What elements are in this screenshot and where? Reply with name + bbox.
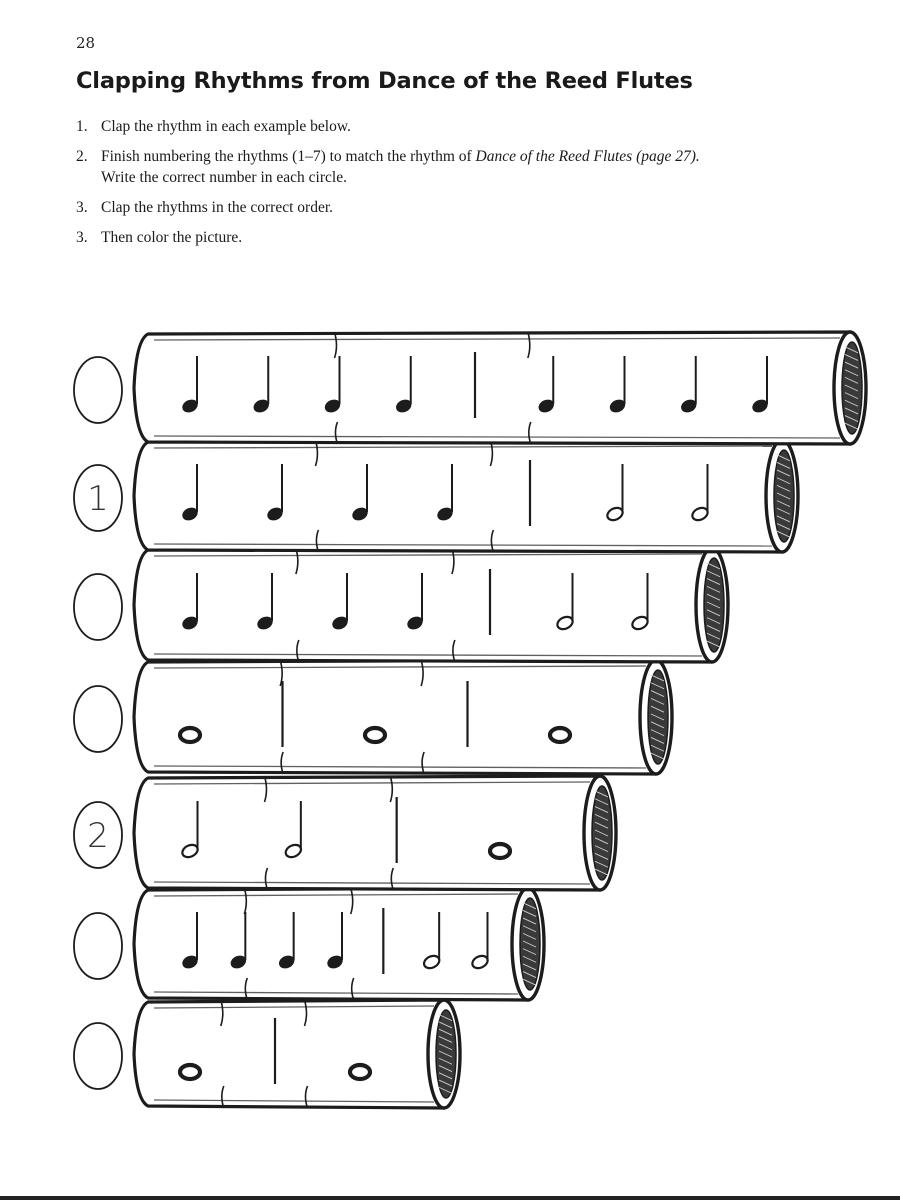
flute-tube xyxy=(134,776,600,890)
instruction-emphasis: Dance of the Reed Flutes (page 27) xyxy=(475,148,696,165)
answer-circle xyxy=(74,1023,122,1089)
whole-note xyxy=(180,728,200,742)
flute-row xyxy=(74,440,798,552)
answer-circle-number: 2 xyxy=(87,816,109,856)
instruction-number: 3. xyxy=(76,199,88,216)
instruction-text: Finish numbering the rhythms (1–7) to match the rhythm of xyxy=(101,148,476,165)
flute-row xyxy=(74,660,672,774)
instruction-number: 3. xyxy=(76,229,88,246)
instruction-after: . xyxy=(695,148,700,165)
answer-circle xyxy=(74,913,122,979)
answer-circle xyxy=(74,574,122,640)
flute-tube xyxy=(134,1000,444,1108)
flute-tube xyxy=(134,888,528,1000)
answer-circle-number: 1 xyxy=(87,479,109,519)
whole-note xyxy=(180,1065,200,1079)
instruction-text: Then color the picture. xyxy=(101,229,243,246)
page-title: Clapping Rhythms from Dance of the Reed Flutes xyxy=(76,68,693,94)
whole-note xyxy=(490,844,510,858)
flute-row xyxy=(74,776,616,890)
whole-note xyxy=(365,728,385,742)
flute-row xyxy=(74,548,728,662)
instruction-text: Clap the rhythm in each example below. xyxy=(101,118,351,135)
whole-note xyxy=(550,728,570,742)
flute-row xyxy=(74,1000,460,1108)
answer-circle xyxy=(74,686,122,752)
flute-tube xyxy=(134,440,782,552)
flute-row xyxy=(74,332,866,444)
instruction-text: Clap the rhythms in the correct order. xyxy=(101,199,334,216)
whole-note xyxy=(350,1065,370,1079)
flute-tube xyxy=(134,660,656,774)
flute-tube xyxy=(134,332,850,444)
page-bottom-rule xyxy=(0,1196,900,1200)
answer-circle xyxy=(74,357,122,423)
flute-row xyxy=(74,888,544,1000)
instruction-text-line2: Write the correct number in each circle. xyxy=(101,169,347,186)
instruction-number: 2. xyxy=(76,148,88,165)
instruction-number: 1. xyxy=(76,118,88,135)
page-number: 28 xyxy=(76,34,96,52)
